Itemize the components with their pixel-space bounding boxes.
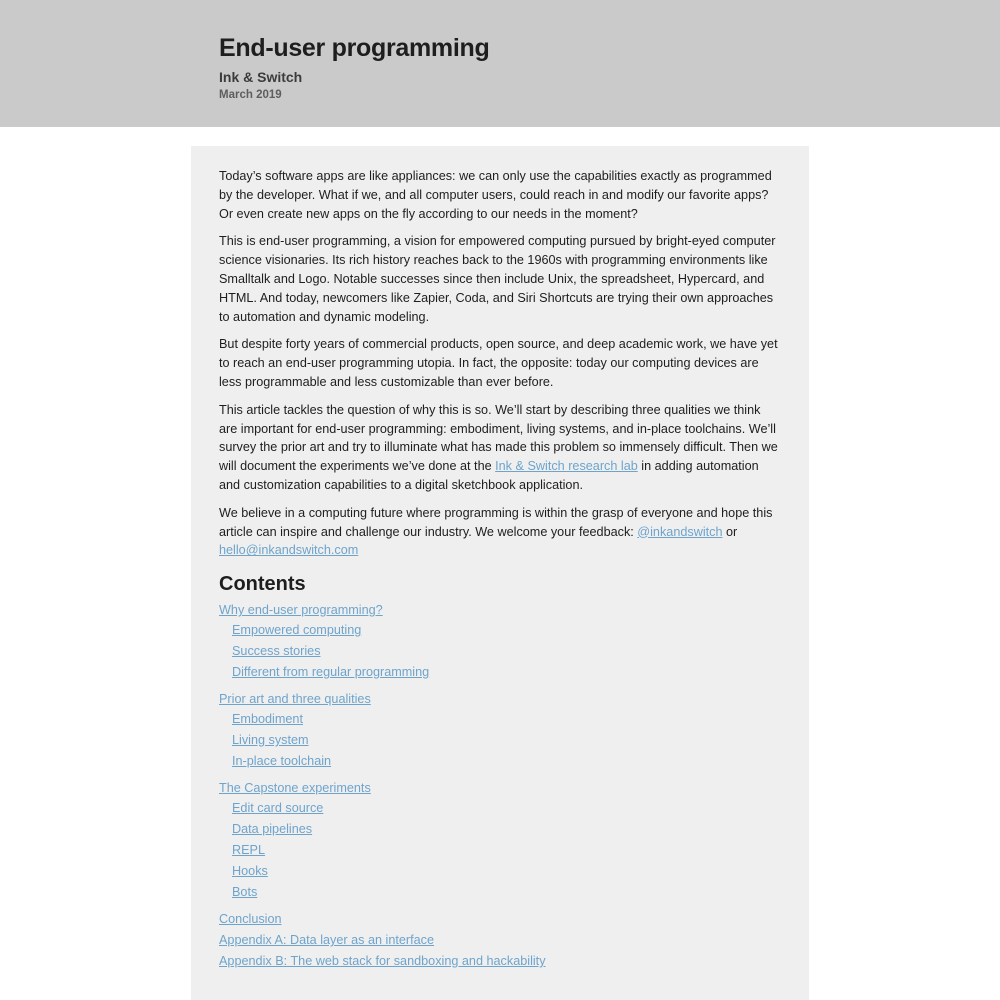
toc-subitem: [232, 882, 781, 903]
organization-name: Ink & Switch: [219, 69, 303, 85]
intro-paragraph-2: This is end-user programming, a vision for empowered computing pursued by bright-eyed computer science visionaries. Its rich history reaches back to the 1960s with programming environments like Smalltalk and Logo. Notable successes since then include Unix, the spreadsheet, Hypercard, and HTML. And today, newcomers like Zapier, Coda, and Siri Shortcuts are trying their own approaches to automation and dynamic modeling.: [219, 234, 776, 324]
intro-paragraph-3: But despite forty years of commercial products, open source, and deep academic work, we have yet to reach an end-user programming utopia. In fact, the opposite: today our computing devices are less programmable and less customizable than ever before.: [219, 337, 778, 389]
toc-link-appendix-b[interactable]: Appendix B: The web stack for sandboxing and hackability: [219, 954, 546, 969]
toc-subsection-list: [219, 798, 781, 903]
toc-link-edit-card-source[interactable]: Edit card source: [232, 801, 324, 816]
toc-link-different-from-regular-programming[interactable]: Different from regular programming: [232, 665, 430, 680]
toc-subitem: [232, 730, 781, 751]
toc-link-appendix-a[interactable]: Appendix A: Data layer as an interface: [219, 933, 435, 948]
toc-subitem: [232, 620, 781, 641]
table-of-contents: [219, 601, 781, 971]
intro-paragraph-4: [219, 401, 781, 495]
toc-link-in-place-toolchain[interactable]: In-place toolchain: [232, 754, 332, 769]
toc-link-empowered-computing[interactable]: Empowered computing: [232, 623, 362, 638]
toc-subitem: [232, 751, 781, 772]
toc-subitem: [232, 709, 781, 730]
toc-link-prior-art[interactable]: Prior art and three qualities: [219, 692, 371, 707]
intro-paragraph-1: Today’s software apps are like appliances: we can only use the capabilities exactly as programmed by the developer. What if we, and all computer users, could reach in and modify our favorite apps? Or even create new apps on the fly according to our needs in the moment?: [219, 169, 772, 221]
toc-section: [219, 779, 781, 903]
paragraph-text: This article tackles the question of why this is so. We’ll start by describing three qualities we think are important for end-user programming: embodiment, living systems, and in-place toolchains. We’ll survey the prior art and try to illuminate what has made this problem so immensely difficult. Then we will document the experiments we’ve done at the: [219, 402, 778, 474]
toc-link-bots[interactable]: Bots: [232, 885, 258, 900]
toc-link-success-stories[interactable]: Success stories: [232, 644, 321, 659]
toc-link-repl[interactable]: REPL: [232, 843, 266, 858]
toc-subitem: [232, 798, 781, 819]
page-title: End-user programming: [219, 34, 490, 62]
toc-subitem: [232, 662, 781, 683]
toc-link-data-pipelines[interactable]: Data pipelines: [232, 822, 313, 837]
article-content: [191, 146, 809, 1000]
intro-paragraph-5: [219, 504, 781, 560]
toc-section: [219, 601, 781, 683]
toc-link-conclusion[interactable]: Conclusion: [219, 912, 282, 927]
toc-section: [219, 952, 781, 971]
paragraph-text: We believe in a computing future where programming is within the grasp of everyone and hope this article can inspire and challenge our industry. We welcome your feedback:: [219, 505, 773, 539]
page-header: [0, 0, 1000, 127]
toc-link-hooks[interactable]: Hooks: [232, 864, 268, 879]
toc-section: [219, 910, 781, 929]
publication-date: March 2019: [219, 89, 282, 101]
paragraph-text: in adding automation and customization capabilities to a digital sketchbook application.: [219, 459, 759, 492]
toc-link-embodiment[interactable]: Embodiment: [232, 712, 303, 727]
toc-subitem: [232, 840, 781, 861]
toc-subitem: [232, 819, 781, 840]
toc-subsection-list: [219, 620, 781, 683]
toc-subitem: [232, 861, 781, 882]
research-lab-link[interactable]: Ink & Switch research lab: [495, 459, 638, 474]
toc-subitem: [232, 641, 781, 662]
twitter-link[interactable]: @inkandswitch: [637, 524, 723, 539]
toc-section: [219, 931, 781, 950]
toc-link-living-system[interactable]: Living system: [232, 733, 309, 748]
toc-subsection-list: [219, 709, 781, 772]
paragraph-text: or: [722, 524, 738, 539]
toc-section: [219, 690, 781, 772]
contents-heading: Contents: [219, 573, 306, 596]
toc-link-capstone-experiments[interactable]: The Capstone experiments: [219, 781, 371, 796]
email-link[interactable]: hello@inkandswitch.com: [219, 543, 359, 558]
toc-link-why-end-user-programming[interactable]: Why end-user programming?: [219, 603, 383, 618]
